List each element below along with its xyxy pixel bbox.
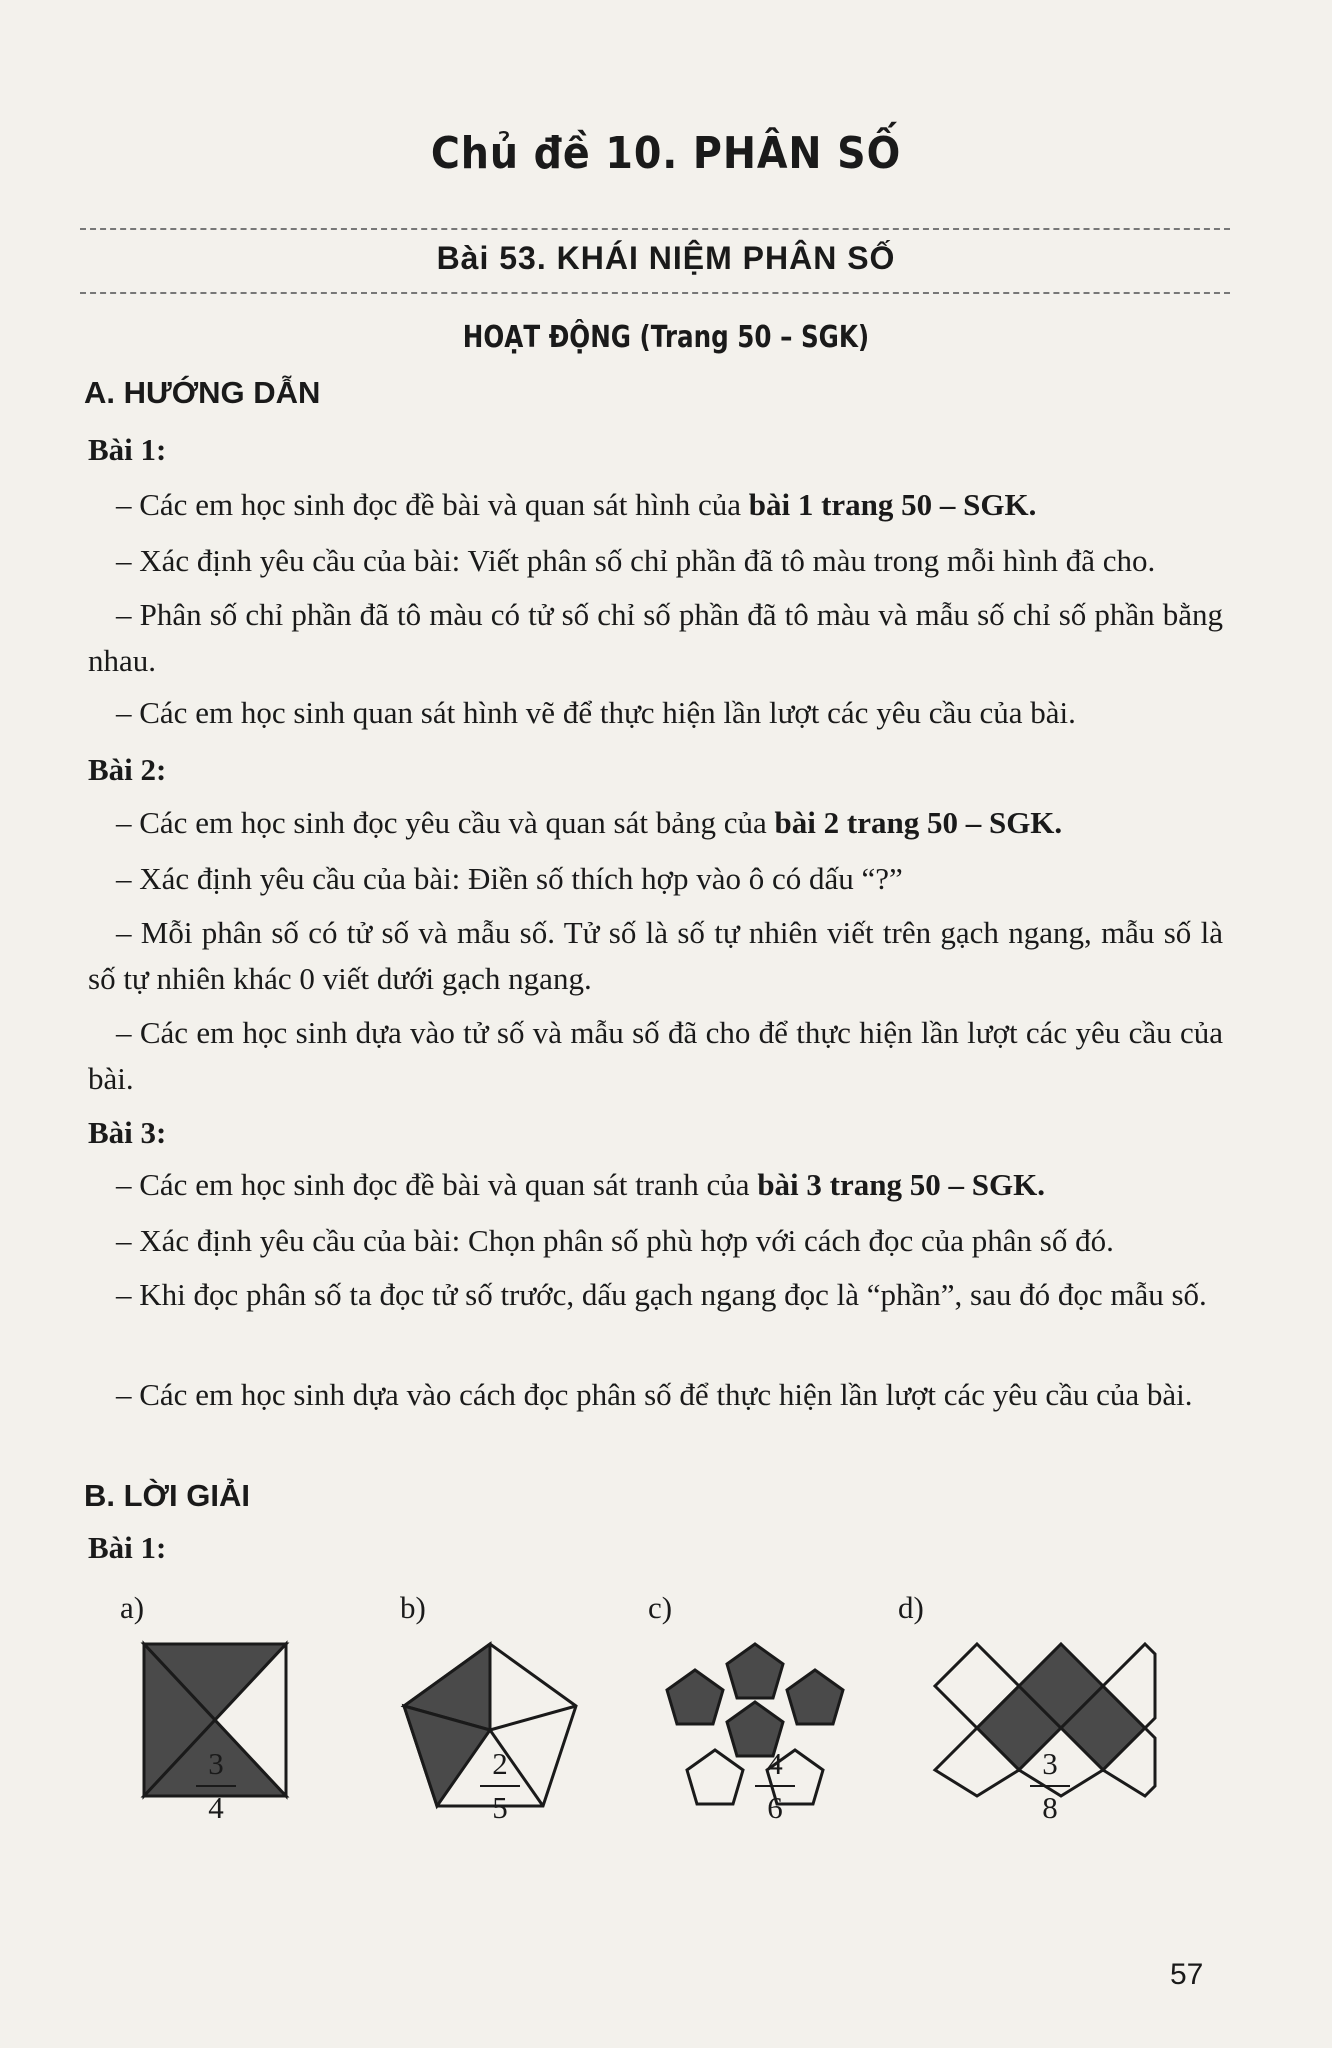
figure-a-label: a) bbox=[120, 1590, 145, 1625]
fraction-bar bbox=[480, 1785, 520, 1787]
bai2-paragraph-4: – Các em học sinh dựa vào tử số và mẫu số đã cho để thực hiện lần lượt các yêu cầu của bài. bbox=[88, 1015, 1223, 1096]
divider-top bbox=[80, 228, 1230, 230]
fraction-c bbox=[745, 1745, 805, 1827]
fraction-b-denominator: 5 bbox=[492, 1790, 508, 1825]
section-b-heading: B. LỜI GIẢI bbox=[84, 1478, 250, 1513]
fraction-a-denominator: 4 bbox=[208, 1790, 224, 1825]
fraction-d bbox=[1020, 1745, 1080, 1827]
bai3-paragraph-1: – Các em học sinh đọc đề bài và quan sát tranh của bài 3 trang 50 – SGK. bbox=[116, 1167, 1045, 1202]
bai3-paragraph-2: – Xác định yêu cầu của bài: Chọn phân số phù hợp với cách đọc của phân số đó. bbox=[116, 1223, 1114, 1258]
bai2-label: Bài 2: bbox=[88, 752, 167, 787]
fraction-bar bbox=[196, 1785, 236, 1787]
fraction-d-numerator: 3 bbox=[1042, 1746, 1058, 1781]
bai1-paragraph-3: – Phân số chỉ phần đã tô màu có tử số chỉ số phần đã tô màu và mẫu số chỉ số phần bằng nhau. bbox=[88, 597, 1223, 678]
chapter-title: Chủ đề 10. PHÂN SỐ bbox=[430, 128, 902, 179]
solution-bai1-label: Bài 1: bbox=[88, 1530, 167, 1565]
page-number: 57 bbox=[1170, 1958, 1204, 1991]
lesson-title: Bài 53. KHÁI NIỆM PHÂN SỐ bbox=[436, 240, 896, 276]
fraction-c-numerator: 4 bbox=[767, 1746, 783, 1781]
bai1-paragraph-2: – Xác định yêu cầu của bài: Viết phân số chỉ phần đã tô màu trong mỗi hình đã cho. bbox=[116, 543, 1156, 578]
bai3-paragraph-3: – Khi đọc phân số ta đọc tử số trước, dấu gạch ngang đọc là “phần”, sau đó đọc mẫu số. bbox=[116, 1277, 1207, 1312]
section-a-heading: A. HƯỚNG DẪN bbox=[84, 375, 321, 410]
fraction-a-numerator: 3 bbox=[208, 1746, 224, 1781]
bai2-paragraph-2: – Xác định yêu cầu của bài: Điền số thích hợp vào ô có dấu “?” bbox=[116, 861, 903, 896]
bai2-paragraph-1: – Các em học sinh đọc yêu cầu và quan sát bảng của bài 2 trang 50 – SGK. bbox=[116, 805, 1063, 840]
figure-d-label: d) bbox=[898, 1590, 924, 1625]
fraction-bar bbox=[1030, 1785, 1070, 1787]
bai2-paragraph-3: – Mỗi phân số có tử số và mẫu số. Tử số là số tự nhiên viết trên gạch ngang, mẫu số là số tự nhiên khác 0 viết dưới gạch ngang. bbox=[88, 915, 1223, 996]
fraction-b-numerator: 2 bbox=[492, 1746, 508, 1781]
bai3-label: Bài 3: bbox=[88, 1115, 167, 1150]
bai1-paragraph-1: – Các em học sinh đọc đề bài và quan sát hình của bài 1 trang 50 – SGK. bbox=[116, 487, 1037, 522]
fraction-b bbox=[470, 1745, 530, 1827]
fraction-a bbox=[186, 1745, 246, 1827]
bai3-paragraph-4: – Các em học sinh dựa vào cách đọc phân số để thực hiện lần lượt các yêu cầu của bài. bbox=[116, 1377, 1193, 1412]
bai1-paragraph-4: – Các em học sinh quan sát hình vẽ để thực hiện lần lượt các yêu cầu của bài. bbox=[116, 695, 1076, 730]
fraction-d-denominator: 8 bbox=[1042, 1790, 1058, 1825]
figure-c-label: c) bbox=[648, 1590, 673, 1625]
activity-title: HOẠT ĐỘNG (Trang 50 – SGK) bbox=[462, 320, 870, 355]
fraction-c-denominator: 6 bbox=[767, 1790, 783, 1825]
divider-bottom bbox=[80, 292, 1230, 294]
figure-b-label: b) bbox=[400, 1590, 426, 1625]
fraction-bar bbox=[755, 1785, 795, 1787]
bai1-label: Bài 1: bbox=[88, 432, 167, 467]
